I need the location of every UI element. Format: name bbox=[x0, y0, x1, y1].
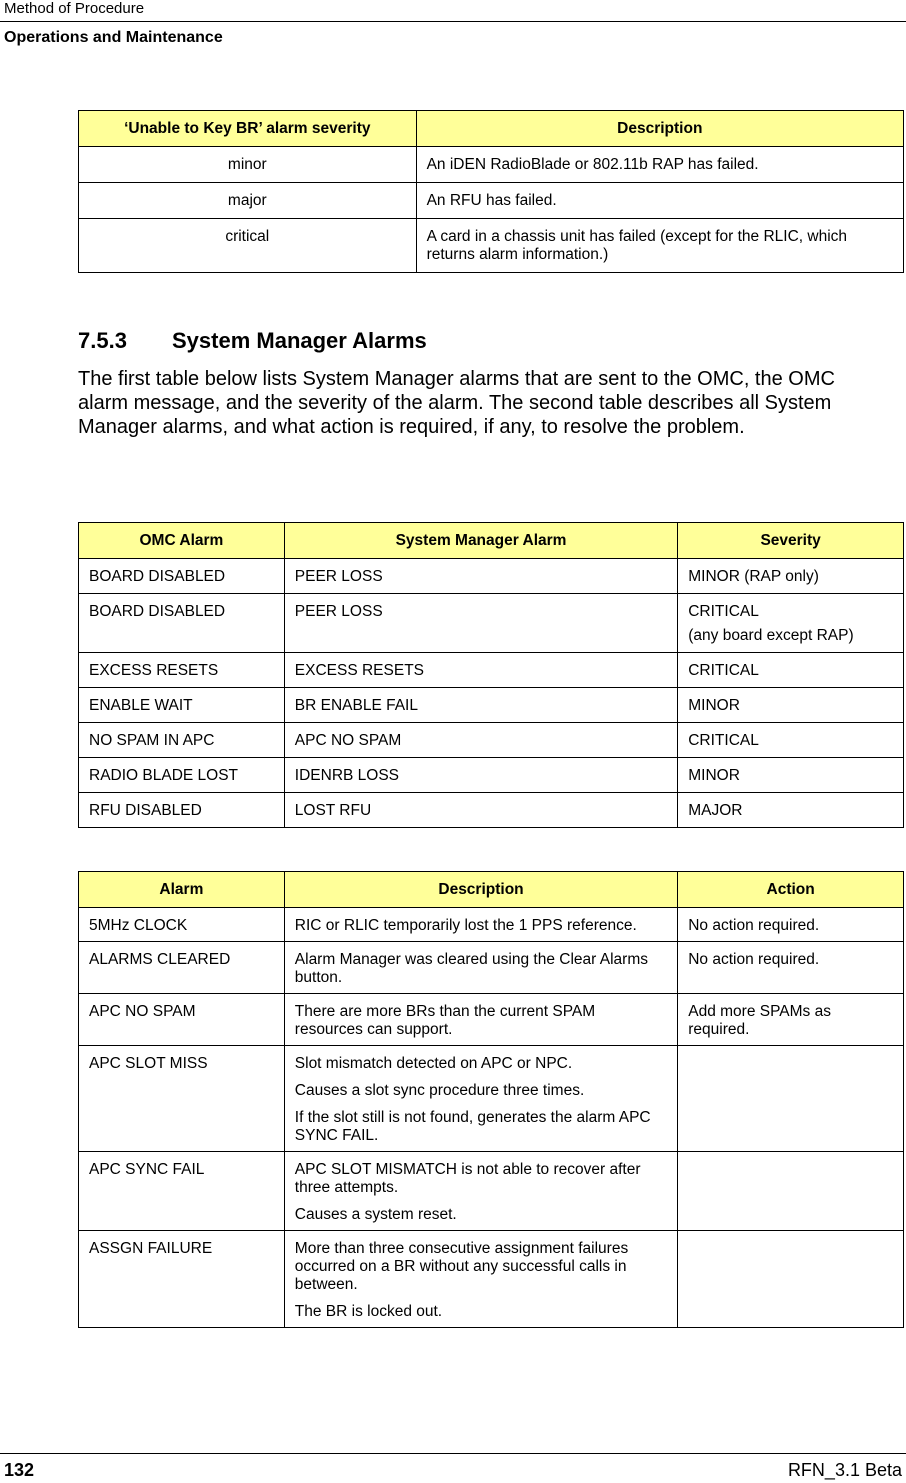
description-cell bbox=[284, 1231, 677, 1328]
footer-rule bbox=[0, 1453, 906, 1454]
severity-note: (any board except RAP) bbox=[688, 627, 854, 644]
table-row bbox=[79, 147, 904, 183]
description-cell bbox=[284, 942, 677, 994]
unable-to-key-severity-table bbox=[78, 110, 904, 273]
action-cell bbox=[678, 1231, 904, 1328]
severity-cell: major bbox=[79, 183, 417, 219]
description-line: RIC or RLIC temporarily lost the 1 PPS reference. bbox=[294, 917, 637, 934]
table-row bbox=[79, 559, 904, 594]
alarm-cell: APC SLOT MISS bbox=[79, 1046, 285, 1152]
action-cell bbox=[678, 1152, 904, 1231]
system-manager-alarm-cell: PEER LOSS bbox=[284, 594, 677, 653]
intro-paragraph: The first table below lists System Manager alarms that are sent to the OMC, the OMC alarm message, and the severity of the alarm. The second table describes all System Manager alarms, and what action is required, if any, to resolve the problem. bbox=[78, 368, 835, 438]
description-line: APC SLOT MISMATCH is not able to recover after three attempts. bbox=[294, 1161, 641, 1196]
system-manager-alarm-actions-table bbox=[78, 871, 904, 1328]
section-title: System Manager Alarms bbox=[172, 328, 427, 353]
header-rule bbox=[0, 21, 906, 22]
description-cell bbox=[284, 908, 677, 942]
omc-alarm-cell: NO SPAM IN APC bbox=[79, 723, 285, 758]
description-line: Slot mismatch detected on APC or NPC. bbox=[294, 1055, 573, 1072]
system-manager-alarm-cell: BR ENABLE FAIL bbox=[284, 688, 677, 723]
running-header-subtitle: Operations and Maintenance bbox=[4, 29, 223, 46]
alarm-cell: 5MHz CLOCK bbox=[79, 908, 285, 942]
column-header: Severity bbox=[678, 523, 904, 559]
table-row bbox=[79, 942, 904, 994]
action-cell: No action required. bbox=[678, 908, 904, 942]
severity-line: CRITICAL bbox=[688, 603, 759, 620]
table-header-row bbox=[79, 872, 904, 908]
table-row bbox=[79, 183, 904, 219]
table-row bbox=[79, 908, 904, 942]
action-cell bbox=[678, 1046, 904, 1152]
severity-cell: MINOR bbox=[678, 688, 904, 723]
table-row bbox=[79, 653, 904, 688]
severity-cell: minor bbox=[79, 147, 417, 183]
running-header-title: Method of Procedure bbox=[4, 0, 145, 17]
column-header: OMC Alarm bbox=[79, 523, 285, 559]
table-row bbox=[79, 1231, 904, 1328]
omc-alarm-cell: RFU DISABLED bbox=[79, 793, 285, 828]
omc-alarm-cell: RADIO BLADE LOST bbox=[79, 758, 285, 793]
description-line: Causes a slot sync procedure three times. bbox=[294, 1082, 585, 1099]
alarm-cell: ASSGN FAILURE bbox=[79, 1231, 285, 1328]
severity-cell bbox=[678, 594, 904, 653]
severity-cell: CRITICAL bbox=[678, 723, 904, 758]
description-cell bbox=[284, 1046, 677, 1152]
severity-cell: MAJOR bbox=[678, 793, 904, 828]
system-manager-alarm-cell: LOST RFU bbox=[284, 793, 677, 828]
alarm-cell: APC NO SPAM bbox=[79, 994, 285, 1046]
action-cell: No action required. bbox=[678, 942, 904, 994]
system-manager-alarm-cell: EXCESS RESETS bbox=[284, 653, 677, 688]
description-cell: An RFU has failed. bbox=[416, 183, 903, 219]
omc-alarm-cell: ENABLE WAIT bbox=[79, 688, 285, 723]
table-row bbox=[79, 1152, 904, 1231]
description-line: The BR is locked out. bbox=[294, 1303, 443, 1320]
description-line: More than three consecutive assignment failures occurred on a BR without any successful calls in between. bbox=[294, 1240, 629, 1293]
table-row bbox=[79, 219, 904, 273]
table-header-row bbox=[79, 523, 904, 559]
table-row bbox=[79, 688, 904, 723]
description-cell bbox=[284, 994, 677, 1046]
description-line: There are more BRs than the current SPAM resources can support. bbox=[294, 1003, 596, 1038]
action-cell: Add more SPAMs as required. bbox=[678, 994, 904, 1046]
omc-alarm-table bbox=[78, 522, 904, 828]
severity-cell: CRITICAL bbox=[678, 653, 904, 688]
system-manager-alarm-cell: PEER LOSS bbox=[284, 559, 677, 594]
column-header: ‘Unable to Key BR’ alarm severity bbox=[79, 111, 417, 147]
table-row bbox=[79, 994, 904, 1046]
description-line: Causes a system reset. bbox=[294, 1206, 457, 1223]
table-row bbox=[79, 1046, 904, 1152]
column-header: System Manager Alarm bbox=[284, 523, 677, 559]
table-header-row bbox=[79, 111, 904, 147]
description-cell: An iDEN RadioBlade or 802.11b RAP has failed. bbox=[416, 147, 903, 183]
description-cell: A card in a chassis unit has failed (except for the RLIC, which returns alarm information.) bbox=[416, 219, 903, 273]
section-number: 7.5.3 bbox=[78, 328, 127, 353]
omc-alarm-cell: EXCESS RESETS bbox=[79, 653, 285, 688]
column-header: Alarm bbox=[79, 872, 285, 908]
column-header: Description bbox=[284, 872, 677, 908]
table-row bbox=[79, 758, 904, 793]
column-header: Action bbox=[678, 872, 904, 908]
severity-cell: critical bbox=[79, 219, 417, 273]
alarm-cell: APC SYNC FAIL bbox=[79, 1152, 285, 1231]
severity-cell: MINOR bbox=[678, 758, 904, 793]
page-number: 132 bbox=[4, 1460, 35, 1480]
description-cell bbox=[284, 1152, 677, 1231]
omc-alarm-cell: BOARD DISABLED bbox=[79, 559, 285, 594]
table-row bbox=[79, 723, 904, 758]
description-line: If the slot still is not found, generates the alarm APC SYNC FAIL. bbox=[294, 1109, 651, 1144]
alarm-cell: ALARMS CLEARED bbox=[79, 942, 285, 994]
table-row bbox=[79, 793, 904, 828]
omc-alarm-cell: BOARD DISABLED bbox=[79, 594, 285, 653]
section-heading bbox=[78, 328, 427, 354]
system-manager-alarm-cell: APC NO SPAM bbox=[284, 723, 677, 758]
system-manager-alarm-cell: IDENRB LOSS bbox=[284, 758, 677, 793]
severity-cell: MINOR (RAP only) bbox=[678, 559, 904, 594]
document-version: RFN_3.1 Beta bbox=[787, 1460, 902, 1480]
description-line: Alarm Manager was cleared using the Clear Alarms button. bbox=[294, 951, 648, 986]
column-header: Description bbox=[416, 111, 903, 147]
table-row bbox=[79, 594, 904, 653]
